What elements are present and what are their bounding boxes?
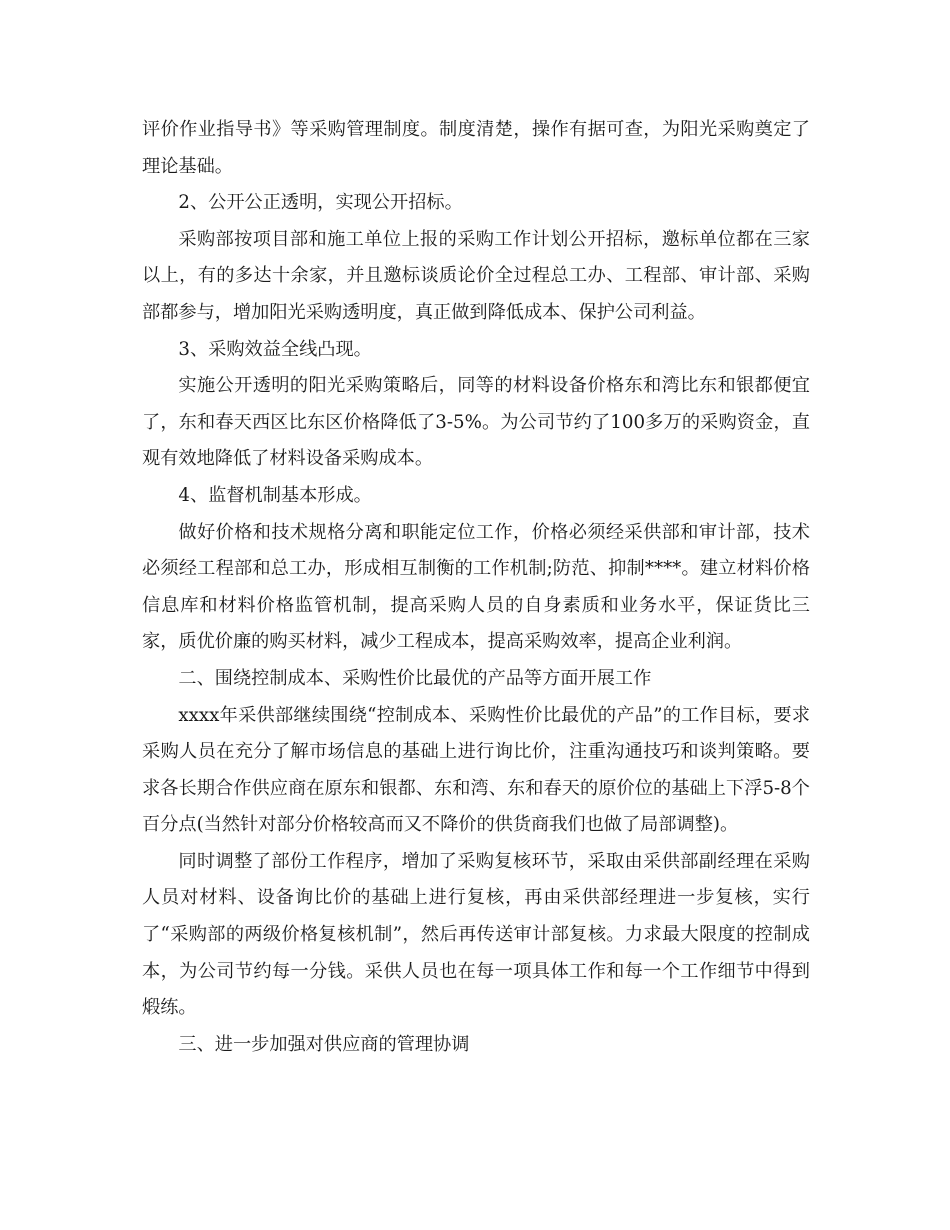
paragraph-3: 采购部按项目部和施工单位上报的采购工作计划公开招标，邀标单位都在三家以上，有的多达十余家，并且邀标谈质论价全过程总工办、工程部、审计部、采购部都参与，增加阳光采购透明度，真正做到降低成本、保护公司利益。 [142, 228, 810, 323]
paragraph-1: 评价作业指导书》等采购管理制度。制度清楚，操作有据可查，为阳光采购奠定了理论基础。 [142, 119, 810, 177]
paragraph-6: 4、监督机制基本形成。 [178, 484, 372, 506]
paragraph-7: 做好价格和技术规格分离和职能定位工作，价格必须经采供部和审计部，技术必须经工程部和总工办，形成相互制衡的工作机制;防范、抑制****。建立材料价格信息库和材料价格监管机制，提高采购人员的自身素质和业务水平，保证货比三家，质优价廉的购买材料，减少工程成本，提高采购效率，提高企业利润。 [142, 521, 810, 653]
paragraph-5: 实施公开透明的阳光采购策略后，同等的材料设备价格东和湾比东和银都便宜了，东和春天西区比东区价格降低了3-5%。为公司节约了100多万的采购资金，直观有效地降低了材料设备采购成本。 [142, 375, 810, 470]
paragraph-10: 同时调整了部份工作程序，增加了采购复核环节，采取由采供部副经理在采购人员对材料、设备询比价的基础上进行复核，再由采供部经理进一步复核，实行了“采购部的两级价格复核机制”，然后再传送审计部复核。力求最大限度的控制成本，为公司节约每一分钱。采供人员也在每一项具体工作和每一个工作细节中得到煅练。 [142, 850, 810, 1019]
document-body [142, 112, 810, 1063]
paragraph-8: 二、围绕控制成本、采购性价比最优的产品等方面开展工作 [178, 667, 652, 689]
paragraph-9: xxxx年采供部继续围绕“控制成本、采购性价比最优的产品”的工作目标，要求采购人员在充分了解市场信息的基础上进行询比价，注重沟通技巧和谈判策略。要求各长期合作供应商在原东和银都、东和湾、东和春天的原价位的基础上下浮5-8个百分点(当然针对部分价格较高而又不降价的供货商我们也做了局部调整)。 [142, 704, 810, 836]
paragraph-11: 三、进一步加强对供应商的管理协调 [178, 1033, 470, 1055]
paragraph-2: 2、公开公正透明，实现公开招标。 [178, 192, 463, 214]
paragraph-4: 3、采购效益全线凸现。 [178, 338, 372, 360]
